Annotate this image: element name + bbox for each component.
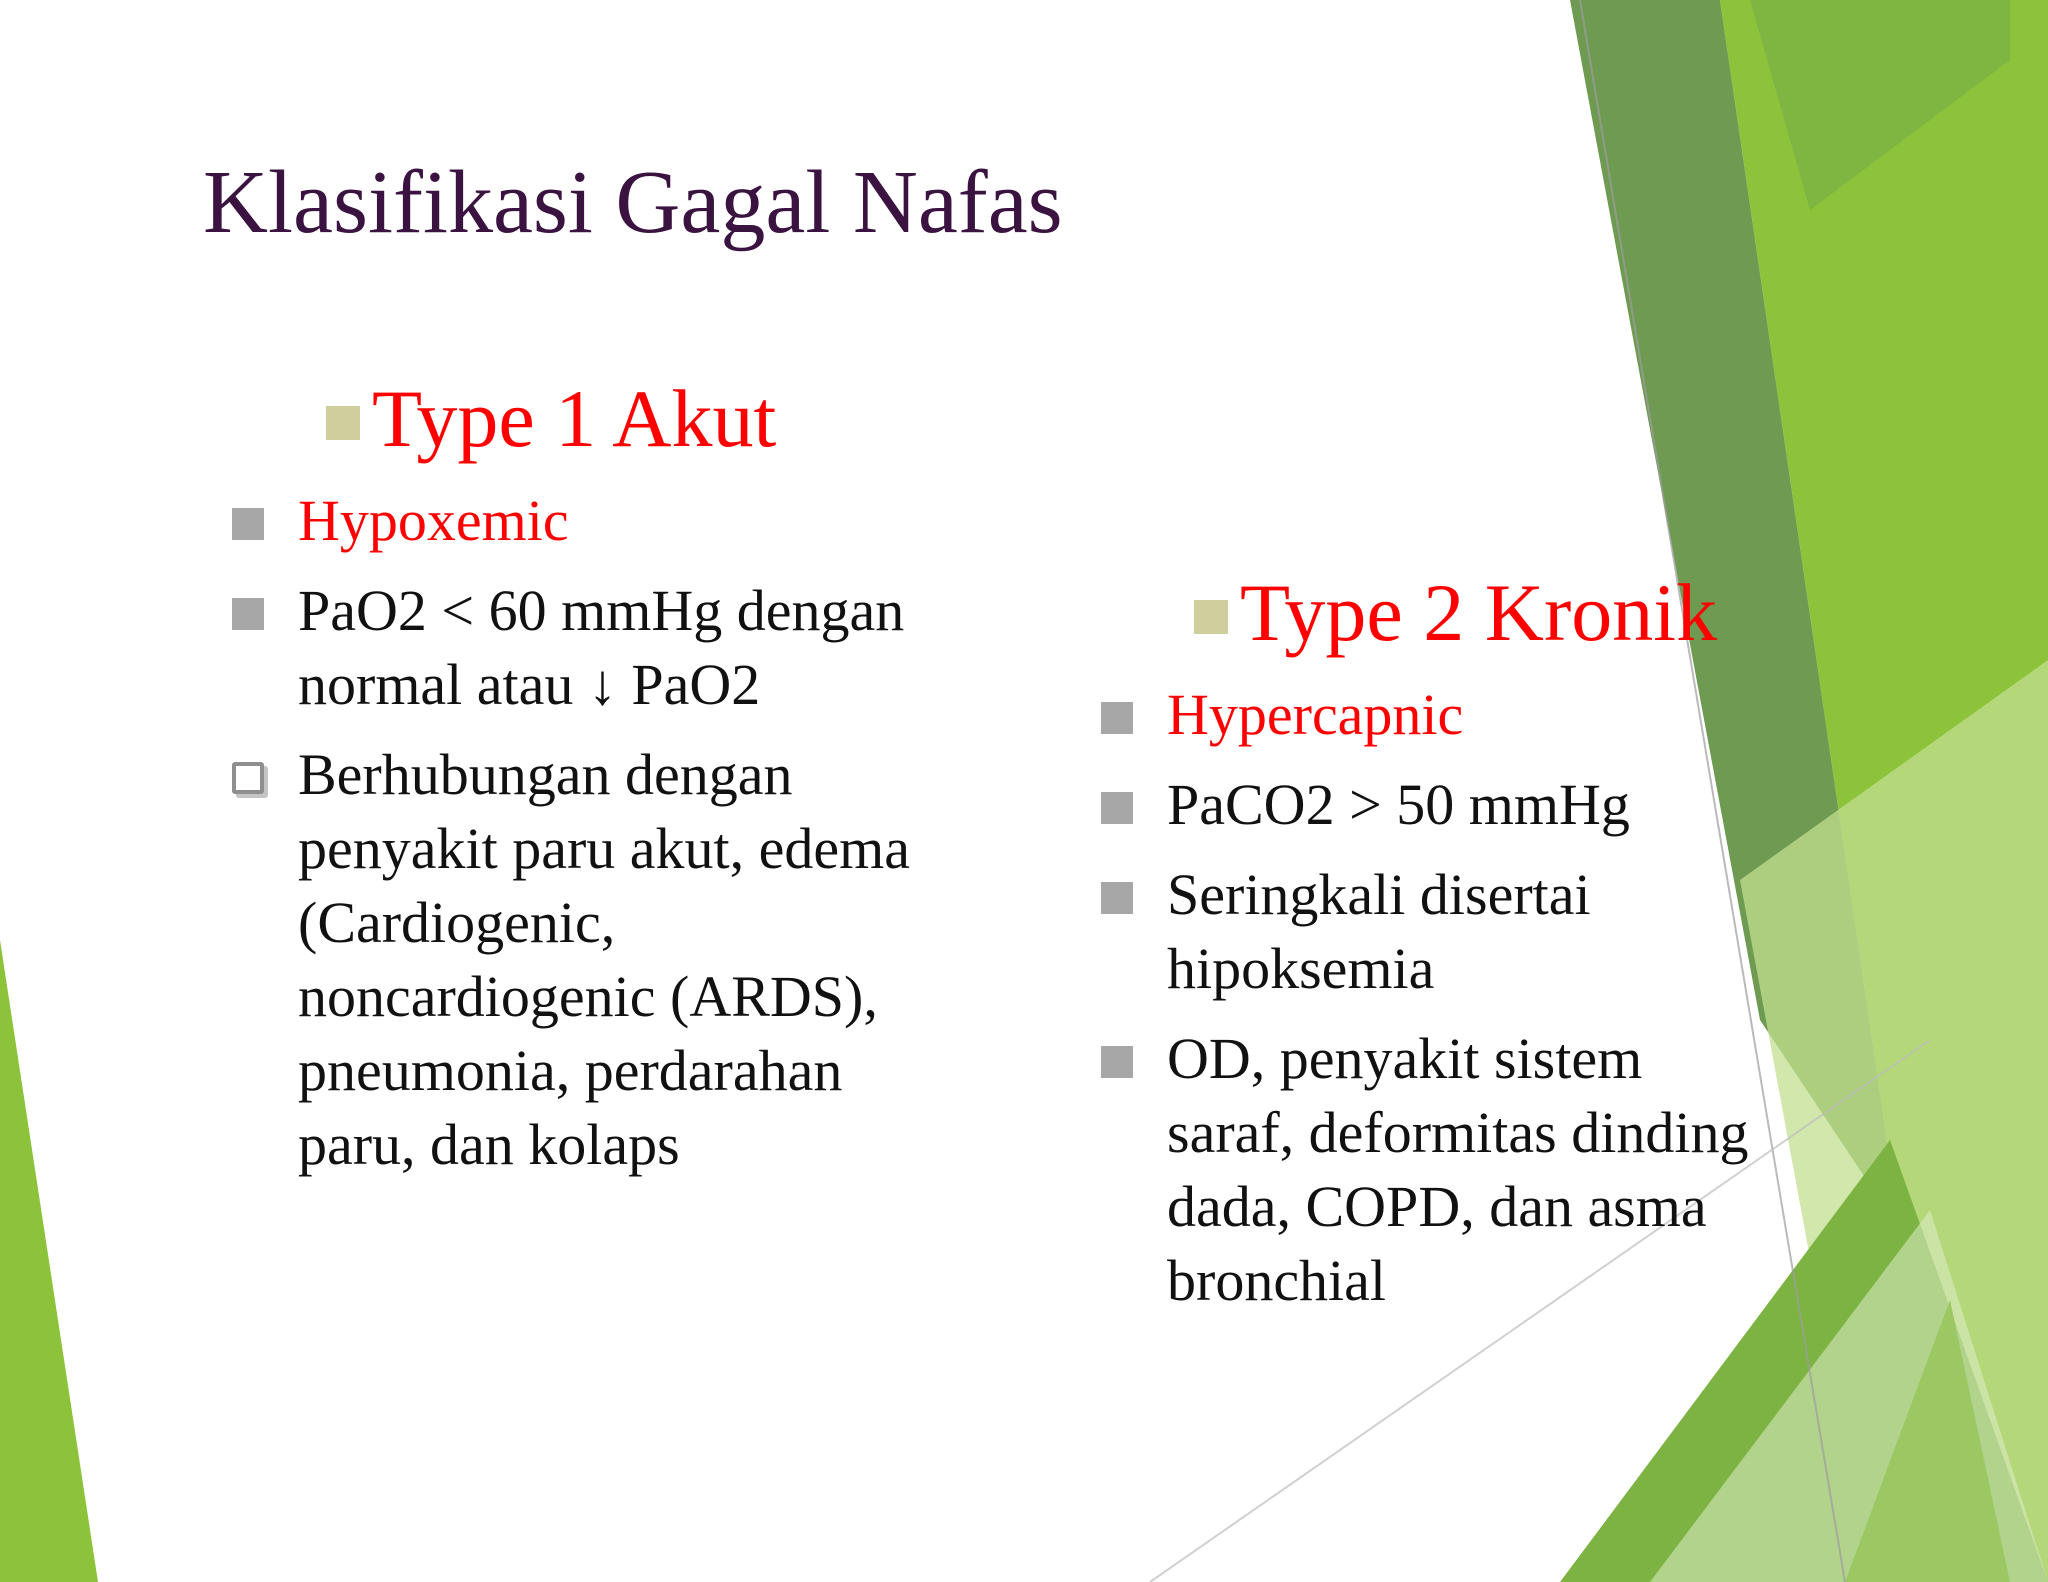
item-line: noncardiogenic (ARDS),: [298, 964, 878, 1029]
type2-heading-text: Type 2 Kronik: [1240, 567, 1718, 658]
item-line: dada, COPD, dan asma: [1167, 1174, 1707, 1239]
square-bullet-icon: [1101, 1046, 1133, 1078]
item-line: bronchial: [1167, 1248, 1387, 1313]
checkbox-bullet-icon: [232, 762, 264, 794]
item-line: pneumonia, perdarahan: [298, 1038, 843, 1103]
list-item: [1101, 678, 1748, 752]
item-line: hipoksemia: [1167, 936, 1435, 1001]
item-line: (Cardiogenic,: [298, 890, 616, 955]
heading-square-icon: [326, 406, 360, 440]
list-item: [1101, 768, 1748, 842]
item-line: paru, dan kolaps: [298, 1112, 680, 1177]
type2-list: [1101, 678, 1748, 1334]
square-bullet-icon: [232, 508, 264, 540]
item-line: Berhubungan dengan: [298, 742, 793, 807]
item-line: normal atau ↓ PaO2: [298, 652, 761, 717]
list-item: [232, 574, 910, 722]
list-item: [1101, 858, 1748, 1006]
list-item: [1101, 1022, 1748, 1318]
square-bullet-icon: [1101, 792, 1133, 824]
item-line: OD, penyakit sistem: [1167, 1026, 1643, 1091]
item-text: PaCO2 > 50 mmHg: [1167, 772, 1630, 837]
type2-heading: [1194, 567, 1718, 658]
type1-heading-text: Type 1 Akut: [372, 373, 777, 464]
square-bullet-icon: [1101, 702, 1133, 734]
square-bullet-icon: [1101, 882, 1133, 914]
heading-square-icon: [1194, 600, 1228, 634]
list-item: [232, 484, 910, 558]
slide-title: Klasifikasi Gagal Nafas: [203, 153, 1063, 252]
type1-list: [232, 484, 910, 1198]
item-text: Hypoxemic: [298, 488, 569, 553]
list-item: [232, 738, 910, 1182]
square-bullet-icon: [232, 598, 264, 630]
item-text: Hypercapnic: [1167, 682, 1464, 747]
type1-heading: [326, 373, 777, 464]
item-line: PaO2 < 60 mmHg dengan: [298, 578, 905, 643]
item-line: saraf, deformitas dinding: [1167, 1100, 1749, 1165]
item-line: penyakit paru akut, edema: [298, 816, 910, 881]
item-line: Seringkali disertai: [1167, 862, 1591, 927]
